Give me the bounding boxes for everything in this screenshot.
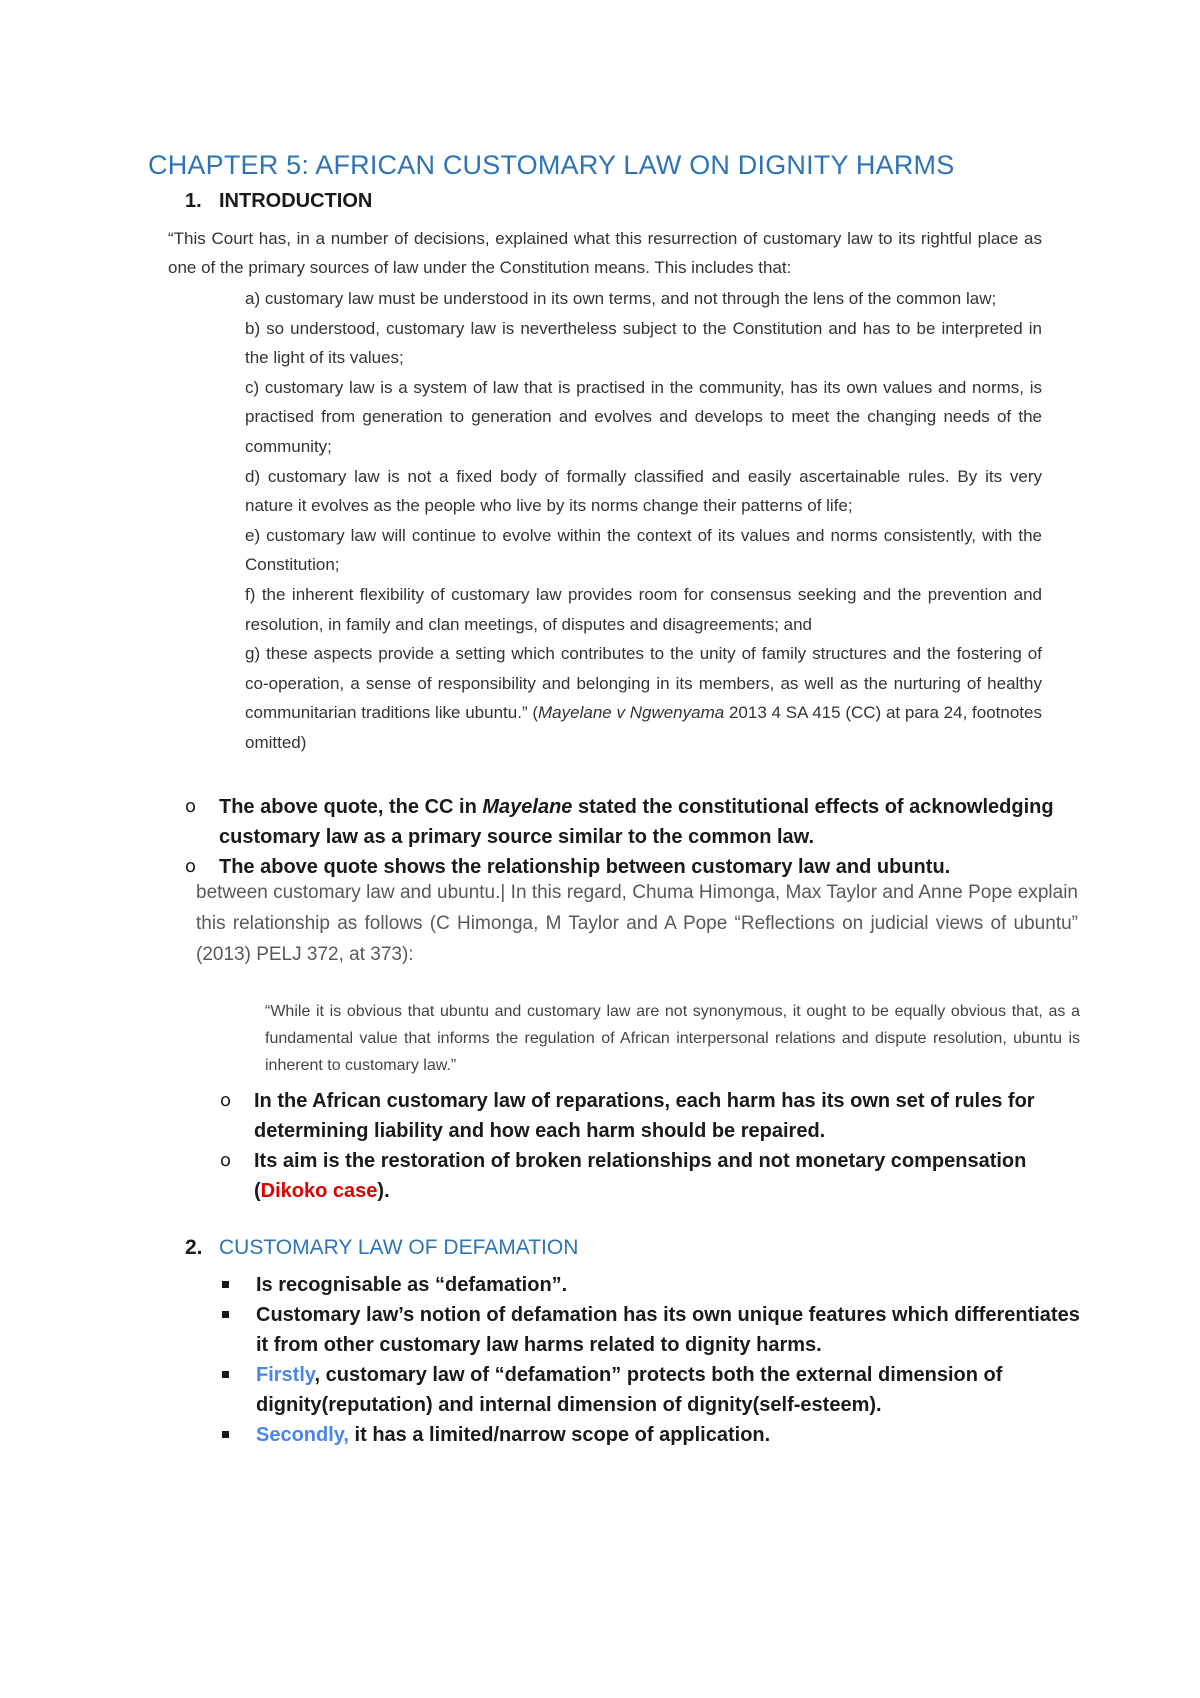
- case-name: Mayelane: [482, 796, 573, 818]
- bullet-marker: o: [220, 1090, 232, 1111]
- list-item: [220, 1360, 1080, 1420]
- bullet-marker: o: [185, 856, 197, 877]
- block-quote: “While it is obvious that ubuntu and customary law are not synonymous, it ought to be equally obvious that, as a fundamental value that informs the regulation of African interpersonal relations and dispute resolution, ubuntu is inherent to customary law.”: [265, 1003, 1080, 1074]
- bullet-marker: o: [185, 796, 197, 817]
- section-number: 1.: [185, 190, 202, 212]
- bullet-item: [220, 1086, 1080, 1146]
- highlight-word: Secondly,: [256, 1424, 349, 1446]
- square-bullet-icon: [222, 1311, 229, 1318]
- quote-intro: “This Court has, in a number of decisions, explained what this resurrection of customary law to its rightful place as one of the primary sources of law under the Constitution means. This includes that:: [168, 229, 1042, 277]
- list-item: [220, 1300, 1080, 1360]
- case-reference: Dikoko case: [260, 1180, 378, 1202]
- quote-item: a) customary law must be understood in its own terms, and not through the lens of the common law;: [245, 289, 997, 308]
- quote-item-last: [245, 639, 1042, 757]
- bullet-item: [220, 1146, 1080, 1206]
- faded-paragraph: between customary law and ubuntu.| In this regard, Chuma Himonga, Max Taylor and Anne Pope explain this relationship as follows (C Himonga, M Taylor and A Pope “Reflections on judicial views of ubuntu” (2013) PELJ 372, at 373):: [196, 882, 1078, 965]
- section-heading-text: CUSTOMARY LAW OF DEFAMATION: [219, 1236, 579, 1259]
- list-item: [220, 1270, 1080, 1300]
- bullet-text: Its aim is the restoration of broken relationships and not monetary compensation (: [254, 1150, 1027, 1202]
- bullet-list-1: [185, 792, 1085, 882]
- square-bullet-list: [220, 1270, 1080, 1450]
- quote-item-text: g) these aspects provide a setting which contributes to the unity of family structures and the fostering of co-operation, a sense of responsibility and belonging in its members, as well as the nurturing of healthy communitarian traditions like ubuntu.” (: [245, 644, 1042, 723]
- list-item-text: it has a limited/narrow scope of application.: [349, 1424, 771, 1446]
- citation-rest: 2013 4 SA 415 (CC) at para 24, footnotes omitted): [245, 703, 1042, 752]
- section-2-heading: [185, 1236, 578, 1260]
- bullet-marker: o: [220, 1150, 232, 1171]
- section-heading-text: INTRODUCTION: [219, 190, 373, 212]
- section-1-heading: [185, 190, 372, 213]
- quote-list: [245, 284, 1042, 758]
- bullet-text: The above quote shows the relationship between customary law and ubuntu.: [219, 856, 951, 878]
- list-item-text: Is recognisable as “defamation”.: [256, 1274, 568, 1296]
- bullet-text: In the African customary law of reparations, each harm has its own set of rules for determining liability and how each harm should be repaired.: [254, 1090, 1035, 1142]
- quote-item: b) so understood, customary law is nevertheless subject to the Constitution and has to be interpreted in the light of its values;: [245, 318, 1042, 368]
- list-item-text: , customary law of “defamation” protects both the external dimension of dignity(reputation) and internal dimension of dignity(self-esteem).: [256, 1364, 1003, 1416]
- chapter-title: CHAPTER 5: AFRICAN CUSTOMARY LAW ON DIGNITY HARMS: [148, 150, 955, 180]
- quote-item: c) customary law is a system of law that is practised in the community, has its own values and norms, is practised from generation to generation and evolves and develops to meet the changing needs of the community;: [245, 377, 1042, 456]
- square-bullet-icon: [222, 1431, 229, 1438]
- quote-item: f) the inherent flexibility of customary law provides room for consensus seeking and the prevention and resolution, in family and clan meetings, of disputes and disagreements; and: [245, 584, 1042, 634]
- list-item: [220, 1420, 1080, 1450]
- bullet-item: [185, 792, 1085, 852]
- bullet-list-2: [220, 1086, 1080, 1206]
- highlight-word: Firstly: [256, 1364, 315, 1386]
- list-item-text: Customary law’s notion of defamation has its own unique features which differentiates it from other customary law harms related to dignity harms.: [256, 1304, 1080, 1356]
- quote-item: e) customary law will continue to evolve within the context of its values and norms consistently, with the Constitution;: [245, 525, 1042, 575]
- square-bullet-icon: [222, 1371, 229, 1378]
- section-number: 2.: [185, 1236, 203, 1259]
- quote-item: d) customary law is not a fixed body of formally classified and easily ascertainable rules. By its very nature it evolves as the people who live by its norms change their patterns of life;: [245, 466, 1042, 516]
- square-bullet-icon: [222, 1281, 229, 1288]
- bullet-text: The above quote, the CC in: [219, 796, 483, 818]
- case-citation: Mayelane v Ngwenyama: [538, 703, 725, 723]
- bullet-text: ).: [377, 1180, 390, 1202]
- bullet-text: stated the constitutional effects of acknowledging customary law as a primary source similar to the common law.: [219, 796, 1054, 848]
